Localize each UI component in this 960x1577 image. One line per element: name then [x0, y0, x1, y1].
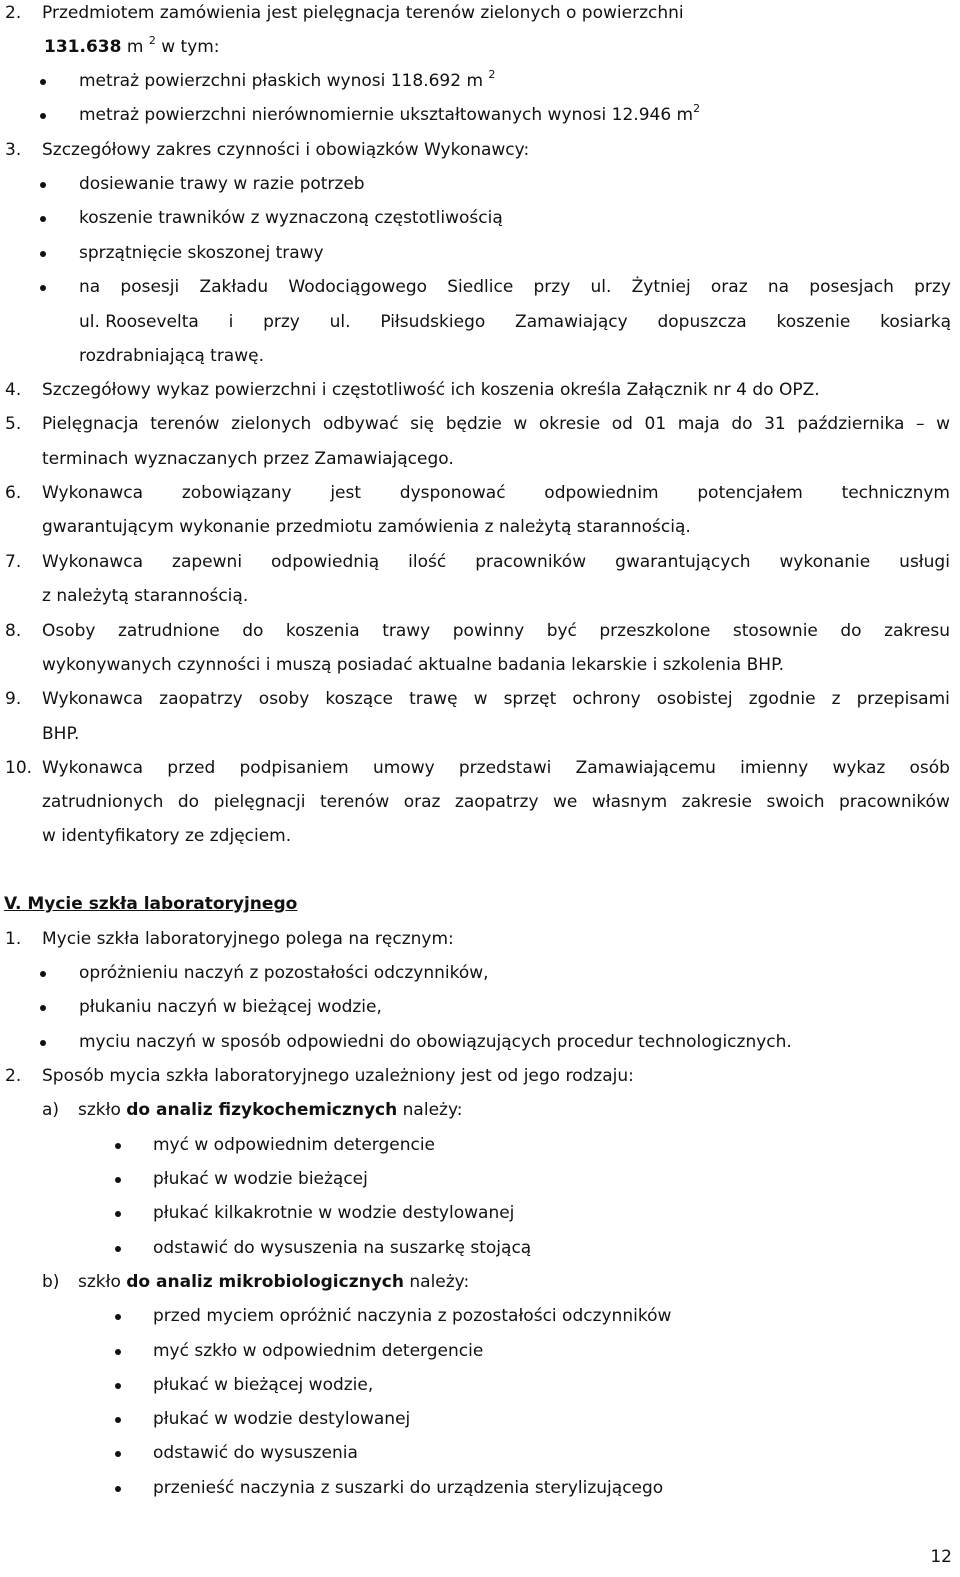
word: oraz: [403, 792, 441, 812]
item-number: 8.: [5, 621, 22, 641]
item-text: terminach wyznaczanych przez Zamawiającego.: [42, 449, 454, 469]
word: Siedlice: [447, 277, 514, 297]
sub-label: a): [42, 1100, 60, 1120]
bullet-icon: [115, 1383, 121, 1389]
word: terenów: [150, 414, 220, 434]
word: zatrudnione: [118, 621, 220, 641]
item-number: 2.: [5, 1066, 22, 1086]
word: posesji: [120, 277, 180, 297]
word: trawę: [409, 689, 458, 709]
word: dysponować: [399, 483, 506, 503]
bullet-text: metraż powierzchni nierównomiernie ukształtowanych wynosi 12.946 m: [79, 105, 694, 125]
word: koszenia: [285, 621, 360, 641]
word: października: [797, 414, 905, 434]
word: przed: [167, 758, 216, 778]
word: w: [473, 689, 488, 709]
word: z: [831, 689, 841, 709]
word: zaopatrzy: [454, 792, 539, 812]
list-item-text: płukać w wodzie bieżącej: [153, 1169, 368, 1189]
sub-text: [78, 1099, 463, 1121]
word: potencjałem: [697, 483, 803, 503]
justified-line: [42, 482, 950, 504]
bullet-icon: [115, 1349, 121, 1355]
bullet-icon: [115, 1486, 121, 1492]
list-item-text: płukać kilkakrotnie w wodzie destylowanej: [153, 1203, 515, 1223]
area-tail: w tym:: [155, 37, 220, 57]
word: Żytniej: [631, 277, 691, 297]
bullet-sup: 2: [693, 102, 701, 115]
word: własnym: [591, 792, 668, 812]
word: zatrudnionych: [42, 792, 164, 812]
word: przy: [914, 277, 951, 297]
word: odbywać: [322, 414, 399, 434]
word: Zamawiającemu: [575, 758, 716, 778]
word: Wykonawca: [42, 758, 144, 778]
word: wykaz: [832, 758, 886, 778]
item-number: 9.: [5, 689, 22, 709]
list-item-text: opróżnieniu naczyń z pozostałości odczynników,: [79, 963, 489, 983]
sub-label: b): [42, 1272, 60, 1292]
list-item-text: płukać w wodzie destylowanej: [153, 1409, 411, 1429]
justified-line: [42, 413, 950, 435]
word: jest: [330, 483, 362, 503]
sub-text-post: należy:: [403, 1272, 470, 1292]
list-item-text: płukaniu naczyń w bieżącej wodzie,: [79, 997, 382, 1017]
bullet-icon: [40, 216, 46, 222]
word: koszenie: [776, 312, 851, 332]
word: pracowników: [838, 792, 950, 812]
word: oraz: [710, 277, 748, 297]
bullet-icon: [115, 1246, 121, 1252]
word: usługi: [899, 552, 950, 572]
item-text: BHP.: [42, 724, 80, 744]
word: do: [242, 621, 264, 641]
list-item-text: myciu naczyń w sposób odpowiedni do obowiązujących procedur technologicznych.: [79, 1032, 792, 1052]
word: kosiarką: [880, 312, 951, 332]
sub-text: [78, 1271, 469, 1293]
word: w: [513, 414, 528, 434]
bullet-text: metraż powierzchni płaskich wynosi 118.692 m: [79, 71, 489, 91]
word: pielęgnacji: [213, 792, 306, 812]
item-text: Mycie szkła laboratoryjnego polega na ręcznym:: [42, 929, 454, 949]
word: ul.: [329, 312, 351, 332]
word: osób: [909, 758, 950, 778]
word: koszące: [325, 689, 394, 709]
item-text: Przedmiotem zamówienia jest pielęgnacja terenów zielonych o powierzchni: [42, 3, 684, 23]
item-number: 6.: [5, 483, 22, 503]
bullet-icon: [40, 251, 46, 257]
word: do: [731, 414, 753, 434]
word: ul. Roosevelta: [79, 312, 199, 332]
justified-line: [79, 276, 951, 298]
list-item-text: [79, 104, 700, 126]
word: Wykonawca: [42, 552, 144, 572]
section-title: V. Mycie szkła laboratoryjnego: [4, 894, 298, 914]
word: terenów: [319, 792, 390, 812]
word: od: [611, 414, 633, 434]
word: Zamawiający: [515, 312, 628, 332]
word: ul.: [590, 277, 612, 297]
justified-line: [42, 791, 950, 813]
list-item-text: sprzątnięcie skoszonej trawy: [79, 243, 324, 263]
word: Wodociągowego: [288, 277, 428, 297]
list-item-text: myć szkło w odpowiednim detergencie: [153, 1341, 484, 1361]
area-unit: m: [121, 37, 149, 57]
word: przy: [263, 312, 300, 332]
bullet-sup: 2: [488, 68, 496, 81]
item-number: 2.: [5, 3, 22, 23]
sub-text-post: należy:: [397, 1100, 463, 1120]
word: umowy: [372, 758, 435, 778]
bullet-icon: [115, 1314, 121, 1320]
word: stosownie: [732, 621, 818, 641]
sub-text-pre: szkło: [78, 1272, 127, 1292]
word: Zakładu: [199, 277, 269, 297]
item-number: 10.: [5, 758, 33, 778]
list-item-text: dosiewanie trawy w razie potrzeb: [79, 174, 365, 194]
bullet-icon: [40, 79, 46, 85]
word: przy: [533, 277, 571, 297]
word: zaopatrzy: [159, 689, 243, 709]
bullet-icon: [115, 1143, 121, 1149]
bullet-icon: [115, 1211, 121, 1217]
bullet-icon: [115, 1417, 121, 1423]
word: technicznym: [841, 483, 950, 503]
word: być: [546, 621, 577, 641]
page-number: 12: [930, 1547, 952, 1567]
word: Wykonawca: [42, 483, 144, 503]
area-sup: 2: [148, 34, 156, 47]
word: będzie: [445, 414, 502, 434]
word: zgodnie: [748, 689, 816, 709]
bullet-icon: [40, 285, 46, 291]
word: 31: [764, 414, 786, 434]
justified-line: [42, 757, 950, 779]
word: przedstawi: [458, 758, 552, 778]
justified-line: [79, 311, 951, 333]
word: ilość: [408, 552, 447, 572]
word: odpowiednią: [271, 552, 380, 572]
word: ochrony: [572, 689, 641, 709]
word: okresie: [538, 414, 601, 434]
bullet-icon: [40, 1005, 46, 1011]
word: –: [916, 414, 925, 434]
word: do: [840, 621, 862, 641]
list-item-text: odstawić do wysuszenia na suszarkę stojącą: [153, 1238, 532, 1258]
word: Pielęgnacja: [42, 414, 139, 434]
word: zapewni: [172, 552, 243, 572]
list-item-text: koszenie trawników z wyznaczoną częstotliwością: [79, 208, 503, 228]
word: do: [177, 792, 200, 812]
word: odpowiednim: [544, 483, 659, 503]
item-text: w identyfikatory ze zdjęciem.: [42, 826, 292, 846]
word: zakresu: [884, 621, 950, 641]
list-item-text: rozdrabniającą trawę.: [79, 346, 264, 366]
item-number: 5.: [5, 414, 22, 434]
word: swoich: [766, 792, 825, 812]
word: podpisaniem: [239, 758, 349, 778]
word: imienny: [740, 758, 809, 778]
item-text: Szczegółowy wykaz powierzchni i częstotliwość ich koszenia określa Załącznik nr 4 do OPZ.: [42, 380, 820, 400]
word: na: [767, 277, 790, 297]
item-text: Sposób mycia szkła laboratoryjnego uzależniony jest od jego rodzaju:: [42, 1066, 634, 1086]
sub-text-bold: do analiz mikrobiologicznych: [126, 1272, 404, 1292]
list-item-text: [79, 70, 495, 92]
word: 01: [644, 414, 667, 434]
list-item-text: myć w odpowiednim detergencie: [153, 1135, 436, 1155]
list-item-text: płukać w bieżącej wodzie,: [153, 1375, 374, 1395]
word: osoby: [258, 689, 310, 709]
word: na: [79, 277, 101, 297]
word: Wykonawca: [42, 689, 144, 709]
word: trawy: [382, 621, 431, 641]
word: dopuszcza: [657, 312, 747, 332]
word: we: [552, 792, 578, 812]
word: zobowiązany: [181, 483, 292, 503]
list-item-text: przed myciem opróżnić naczynia z pozostałości odczynników: [153, 1306, 672, 1326]
word: gwarantujących: [615, 552, 751, 572]
word: zielonych: [231, 414, 312, 434]
justified-line: [42, 551, 950, 573]
item-number: 4.: [5, 380, 22, 400]
list-item-text: przenieść naczynia z suszarki do urządzenia sterylizującego: [153, 1478, 664, 1498]
item-number: 3.: [5, 140, 22, 160]
area-value: 131.638: [44, 37, 122, 57]
word: sprzęt: [503, 689, 557, 709]
word: maja: [677, 414, 720, 434]
item-number: 1.: [5, 929, 22, 949]
item-text: wykonywanych czynności i muszą posiadać aktualne badania lekarskie i szkolenia BHP.: [42, 655, 785, 675]
sub-text-bold: do analiz fizykochemicznych: [126, 1100, 398, 1120]
justified-line: [42, 620, 950, 642]
bullet-icon: [40, 1040, 46, 1046]
bullet-icon: [40, 971, 46, 977]
item-number: 7.: [5, 552, 22, 572]
word: przepisami: [856, 689, 950, 709]
word: w: [936, 414, 950, 434]
word: pracowników: [475, 552, 587, 572]
item-text: Szczegółowy zakres czynności i obowiązków Wykonawcy:: [42, 140, 530, 160]
word: posesjach: [809, 277, 894, 297]
item-text: gwarantującym wykonanie przedmiotu zamówienia z należytą starannością.: [42, 517, 691, 537]
justified-line: [42, 688, 950, 710]
word: i: [228, 312, 234, 332]
word: przeszkolone: [599, 621, 711, 641]
word: powinny: [452, 621, 525, 641]
word: osobistej: [656, 689, 733, 709]
word: wykonanie: [779, 552, 871, 572]
word: Osoby: [42, 621, 96, 641]
bullet-icon: [115, 1177, 121, 1183]
word: zakresie: [681, 792, 753, 812]
sub-text-pre: szkło: [78, 1100, 127, 1120]
word: Piłsudskiego: [380, 312, 486, 332]
bullet-icon: [115, 1451, 121, 1457]
bullet-icon: [40, 113, 46, 119]
list-item-text: odstawić do wysuszenia: [153, 1443, 358, 1463]
item-text: z należytą starannością.: [42, 586, 249, 606]
area-line: [44, 36, 220, 58]
word: się: [410, 414, 435, 434]
bullet-icon: [40, 182, 46, 188]
